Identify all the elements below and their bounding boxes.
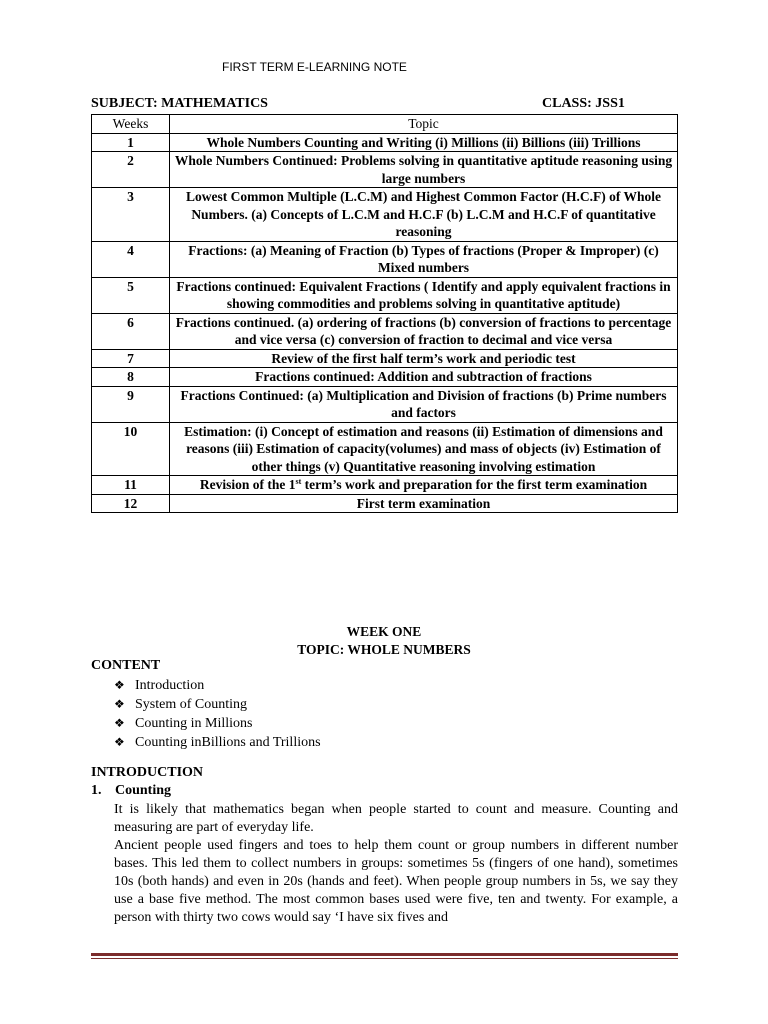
- scheme-of-work-table: [91, 114, 678, 513]
- week-topic: First term examination: [170, 494, 678, 513]
- week-topic: [170, 476, 678, 495]
- list-item-label: Introduction: [135, 678, 205, 693]
- table-row: [92, 476, 678, 495]
- table-row: [92, 368, 678, 387]
- table-row: [92, 277, 678, 313]
- topic-text-end: term’s work and preparation for the first term examination: [301, 477, 648, 492]
- week-topic: Lowest Common Multiple (L.C.M) and Highest Common Factor (H.C.F) of Whole Numbers. (a) Concepts of L.C.M and H.C.F (b) L.C.M and H.C.F of quantitative reasoning: [170, 188, 678, 242]
- table-row: [92, 386, 678, 422]
- table-row: [92, 494, 678, 513]
- introduction-heading: INTRODUCTION: [91, 765, 204, 780]
- footer-rule-thin: [91, 958, 678, 959]
- diamond-bullet-icon: ❖: [114, 716, 125, 730]
- topic-column-header: Topic: [170, 115, 678, 134]
- section-heading: [91, 783, 171, 799]
- list-item: [114, 695, 321, 714]
- week-number: 12: [92, 494, 170, 513]
- paragraph: Ancient people used fingers and toes to help them count or group numbers in different number bases. This led them to collect numbers in groups: sometimes 5s (fingers of one hand), sometimes 10s (both hands) and even in 20s (hands and feet). When people group numbers in 5s, we say they use a base five method. The most common bases used were five, ten and twenty. For example, a person with thirty two cows would say ‘I have six fives and: [114, 838, 678, 925]
- table-header-row: [92, 115, 678, 134]
- list-item-label: Counting in Millions: [135, 716, 253, 731]
- table-row: [92, 313, 678, 349]
- class-label: CLASS: JSS1: [542, 96, 625, 111]
- content-heading: CONTENT: [91, 658, 161, 673]
- diamond-bullet-icon: ❖: [114, 678, 125, 692]
- section-number: 1.: [91, 783, 102, 798]
- table-row: [92, 152, 678, 188]
- week-topic: Fractions Continued: (a) Multiplication and Division of fractions (b) Prime numbers and factors: [170, 386, 678, 422]
- week-number: 3: [92, 188, 170, 242]
- diamond-bullet-icon: ❖: [114, 697, 125, 711]
- document-title: FIRST TERM E-LEARNING NOTE: [222, 60, 407, 74]
- list-item: [114, 733, 321, 752]
- week-number: 7: [92, 349, 170, 368]
- week-number: 9: [92, 386, 170, 422]
- ordinal-suffix: st: [295, 477, 302, 486]
- week-heading: [0, 623, 768, 659]
- table-row: [92, 188, 678, 242]
- list-item: [114, 676, 321, 695]
- week-label: WEEK ONE: [346, 624, 422, 639]
- topic-text-start: Revision of the 1: [199, 477, 296, 492]
- week-number: 5: [92, 277, 170, 313]
- week-topic: Estimation: (i) Concept of estimation and reasons (ii) Estimation of dimensions and reasons (iii) Estimation of capacity(volumes) and mass of objects (iv) Estimation of other things (v) Quantitative reasoning involving estimation: [170, 422, 678, 476]
- week-number: 6: [92, 313, 170, 349]
- list-item-label: System of Counting: [135, 697, 248, 712]
- week-number: 10: [92, 422, 170, 476]
- week-topic: Review of the first half term’s work and periodic test: [170, 349, 678, 368]
- week-number: 2: [92, 152, 170, 188]
- week-number: 8: [92, 368, 170, 387]
- week-topic: Whole Numbers Counting and Writing (i) Millions (ii) Billions (iii) Trillions: [170, 133, 678, 152]
- week-topic: Fractions: (a) Meaning of Fraction (b) Types of fractions (Proper & Improper) (c) Mixed numbers: [170, 241, 678, 277]
- subject-label: SUBJECT: MATHEMATICS: [91, 96, 268, 111]
- table-row: [92, 422, 678, 476]
- list-item: [114, 714, 321, 733]
- week-topic: Whole Numbers Continued: Problems solving in quantitative aptitude reasoning using large numbers: [170, 152, 678, 188]
- paragraph: It is likely that mathematics began when people started to count and measure. Counting and measuring are part of everyday life.: [114, 802, 678, 835]
- week-topic: Fractions continued. (a) ordering of fractions (b) conversion of fractions to percentage and vice versa (c) conversion of fraction to decimal and vice versa: [170, 313, 678, 349]
- section-body: [114, 801, 678, 927]
- section-title: Counting: [115, 783, 172, 798]
- week-topic-title: TOPIC: WHOLE NUMBERS: [297, 642, 471, 657]
- week-number: 11: [92, 476, 170, 495]
- diamond-bullet-icon: ❖: [114, 735, 125, 749]
- table-row: [92, 241, 678, 277]
- week-topic: Fractions continued: Equivalent Fractions ( Identify and apply equivalent fractions in showing commodities and problems solving in quantitative aptitude): [170, 277, 678, 313]
- table-row: [92, 133, 678, 152]
- footer-rule-thick: [91, 953, 678, 956]
- week-number: 1: [92, 133, 170, 152]
- week-number: 4: [92, 241, 170, 277]
- list-item-label: Counting inBillions and Trillions: [135, 735, 321, 750]
- week-topic: Fractions continued: Addition and subtraction of fractions: [170, 368, 678, 387]
- content-list: [114, 676, 321, 752]
- table-row: [92, 349, 678, 368]
- weeks-column-header: Weeks: [92, 115, 170, 134]
